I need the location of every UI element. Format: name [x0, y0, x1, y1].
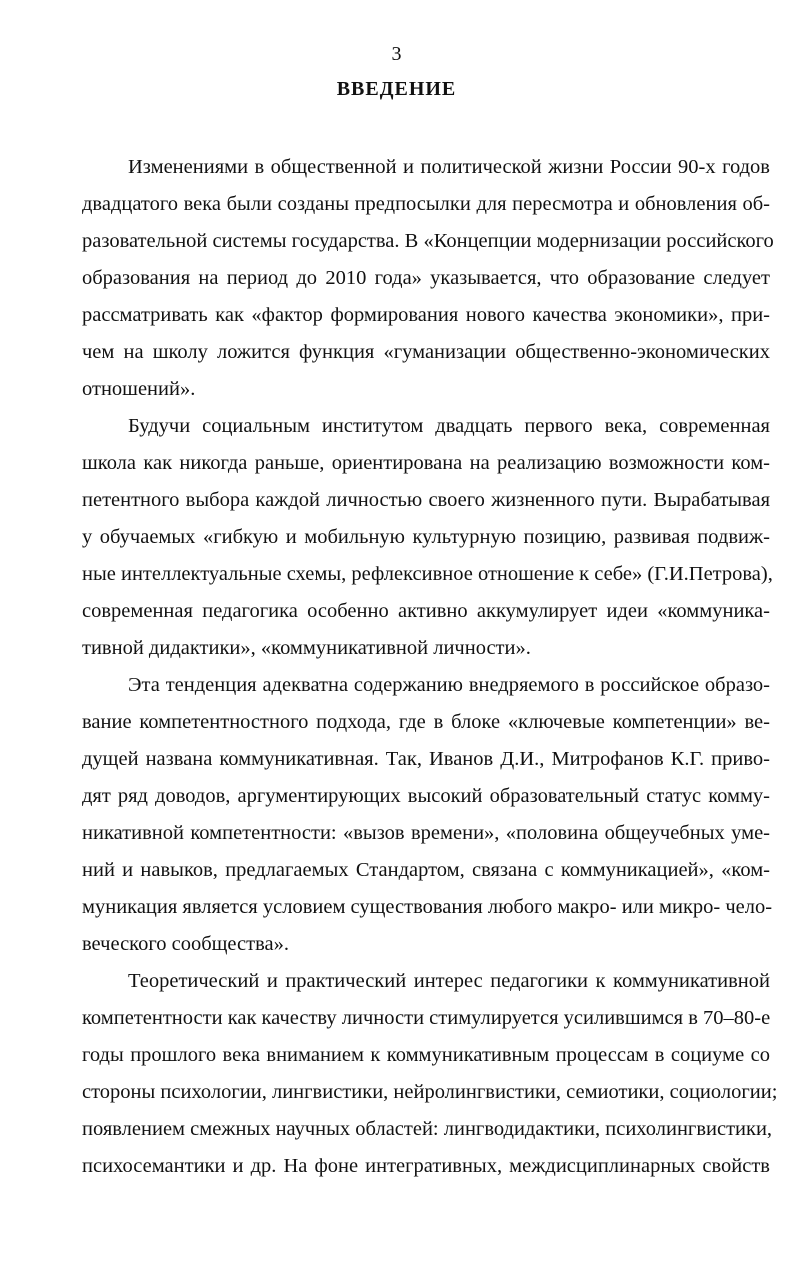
text-line: веческого сообщества». — [82, 933, 289, 955]
text-line: стороны психологии, лингвистики, нейролингвистики, семиотики, социологии; — [82, 1081, 778, 1103]
text-line: никативной компетентности: «вызов времени», «половина общеучебных уме- — [82, 822, 770, 844]
text-line: дят ряд доводов, аргументирующих высокий образовательный статус комму- — [82, 785, 770, 807]
text-line: школа как никогда раньше, ориентирована на реализацию возможности ком- — [82, 452, 770, 474]
text-line: муникация является условием существования любого макро- или микро- чело- — [82, 896, 773, 918]
text-line: отношений». — [82, 378, 196, 400]
text-line: современная педагогика особенно активно аккумулирует идеи «коммуника- — [82, 600, 770, 622]
section-heading: ВВЕДЕНИЕ — [336, 78, 457, 100]
text-line: компетентности как качеству личности стимулируется усилившимся в 70–80-е — [82, 1007, 771, 1029]
text-line: Эта тенденция адекватна содержанию внедряемого в российское образо- — [128, 674, 770, 696]
text-line: дущей названа коммуникативная. Так, Иванов Д.И., Митрофанов К.Г. приво- — [82, 748, 770, 770]
text-line: тивной дидактики», «коммуникативной личности». — [82, 637, 531, 659]
text-line: ные интеллектуальные схемы, рефлексивное отношение к себе» (Г.И.Петрова), — [82, 563, 773, 585]
text-line: двадцатого века были созданы предпосылки для пересмотра и обновления об- — [82, 193, 770, 215]
text-line: ний и навыков, предлагаемых Стандартом, связана с коммуникацией», «ком- — [82, 859, 770, 881]
text-line: Теоретический и практический интерес педагогики к коммуникативной — [128, 970, 770, 992]
text-line: разовательной системы государства. В «Концепции модернизации российского — [82, 230, 774, 252]
text-line: чем на школу ложится функция «гуманизации общественно-экономических — [82, 341, 770, 363]
text-line: образования на период до 2010 года» указывается, что образование следует — [82, 267, 770, 289]
text-line: Будучи социальным институтом двадцать первого века, современная — [128, 415, 770, 437]
text-line: психосемантики и др. На фоне интегративных, междисциплинарных свойств — [82, 1155, 770, 1177]
text-line: годы прошлого века вниманием к коммуникативным процессам в социуме со — [82, 1044, 770, 1066]
text-line: у обучаемых «гибкую и мобильную культурную позицию, развивая подвиж- — [82, 526, 770, 548]
text-line: вание компетентностного подхода, где в блоке «ключевые компетенции» ве- — [82, 711, 770, 733]
page-number: 3 — [391, 43, 402, 65]
text-line: Изменениями в общественной и политической жизни России 90-х годов — [128, 156, 770, 178]
text-line: петентного выбора каждой личностью своего жизненного пути. Вырабатывая — [82, 489, 770, 511]
text-line: рассматривать как «фактор формирования нового качества экономики», при- — [82, 304, 770, 326]
text-line: появлением смежных научных областей: лингводидактики, психолингвистики, — [82, 1118, 773, 1140]
